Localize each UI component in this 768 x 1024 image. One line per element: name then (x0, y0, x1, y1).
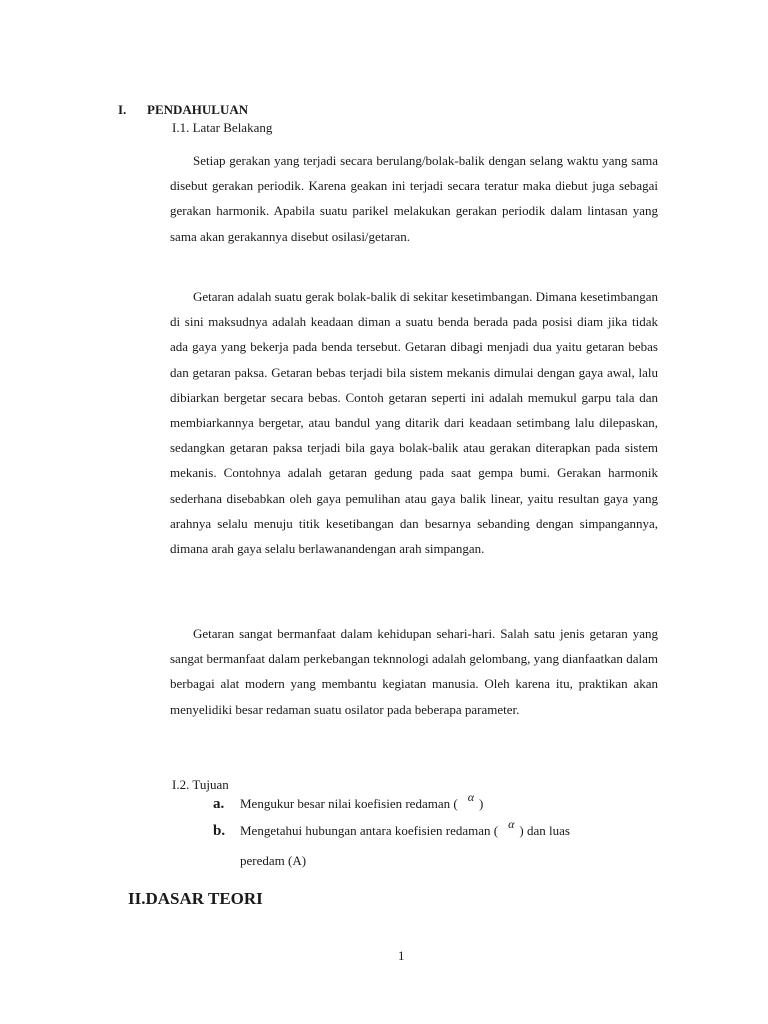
section-title-dasar-teori: II.DASAR TEORI (128, 889, 263, 908)
list-item-text-end: ) (479, 796, 484, 811)
list-item-text: Mengukur besar nilai koefisien redaman ( (240, 796, 458, 811)
list-item (213, 790, 484, 813)
paragraph-3: Getaran sangat bermanfaat dalam kehidupan sehari-hari. Salah satu jenis getaran yang sangat bermanfaat dalam perkebangan teknnologi adalah gelombang, yang dianfaatkan dalam berbagai alat modern yang membantu kegiatan manusia. Oleh karena itu, praktikan akan menyelidiki besar redaman suatu osilator pada beberapa parameter. (170, 626, 658, 717)
subsection-heading-latar-belakang: I.1. Latar Belakang (172, 120, 273, 135)
list-marker: a. (213, 796, 225, 812)
section-number: I. (118, 102, 127, 117)
list-item-continuation: peredam (A) (240, 853, 307, 868)
paragraph-1: Setiap gerakan yang terjadi secara berulang/bolak-balik dengan selang waktu yang sama disebut gerakan periodik. Karena geakan ini terjadi secara teratur maka diebut juga sebagai gerakan harmonik. Apabila suatu parikel melakukan gerakan periodik dalam lintasan yang sama akan gerakannya disebut osilasi/getaran. (170, 153, 658, 244)
alpha-symbol: α (467, 790, 474, 804)
subsection-heading-tujuan: I.2. Tujuan (172, 777, 229, 792)
section-title: PENDAHULUAN (147, 102, 249, 117)
paragraph-2: Getaran adalah suatu gerak bolak-balik di sekitar kesetimbangan. Dimana kesetimbangan di sini maksudnya adalah keadaan diman a suatu benda berada pada posisi diam jika tidak ada gaya yang bekerja pada benda tersebut. Getaran dibagi menjadi dua yaitu getaran bebas dan getaran paksa. Getaran bebas terjadi bila sistem mekanis dimulai dengan gaya awal, lalu dibiarkan bergetar secara bebas. Contoh getaran seperti ini adalah memukul garpu tala dan membiarkannya bergetar, atau bandul yang ditarik dari keadaan setimbang lalu dilepaskan, sedangkan getaran paksa terjadi bila gaya bolak-balik atau gerakan diterapkan pada sistem mekanis. Contohnya adalah getaran gedung pada saat gempa bumi. Gerakan harmonik sederhana disebabkan oleh gaya pemulihan atau gaya balik linear, yaitu resultan gaya yang arahnya selalu menuju titik kesetibangan dan besarnya sebanding dengan simpangannya, dimana arah gaya selalu berlawanandengan arah simpangan. (170, 289, 658, 557)
list-item (213, 817, 570, 840)
list-item-text-end: ) dan luas (519, 823, 570, 838)
page-number: 1 (398, 948, 405, 963)
alpha-symbol: α (508, 817, 515, 831)
list-item-text: Mengetahui hubungan antara koefisien redaman ( (240, 823, 499, 838)
list-marker: b. (213, 823, 226, 839)
